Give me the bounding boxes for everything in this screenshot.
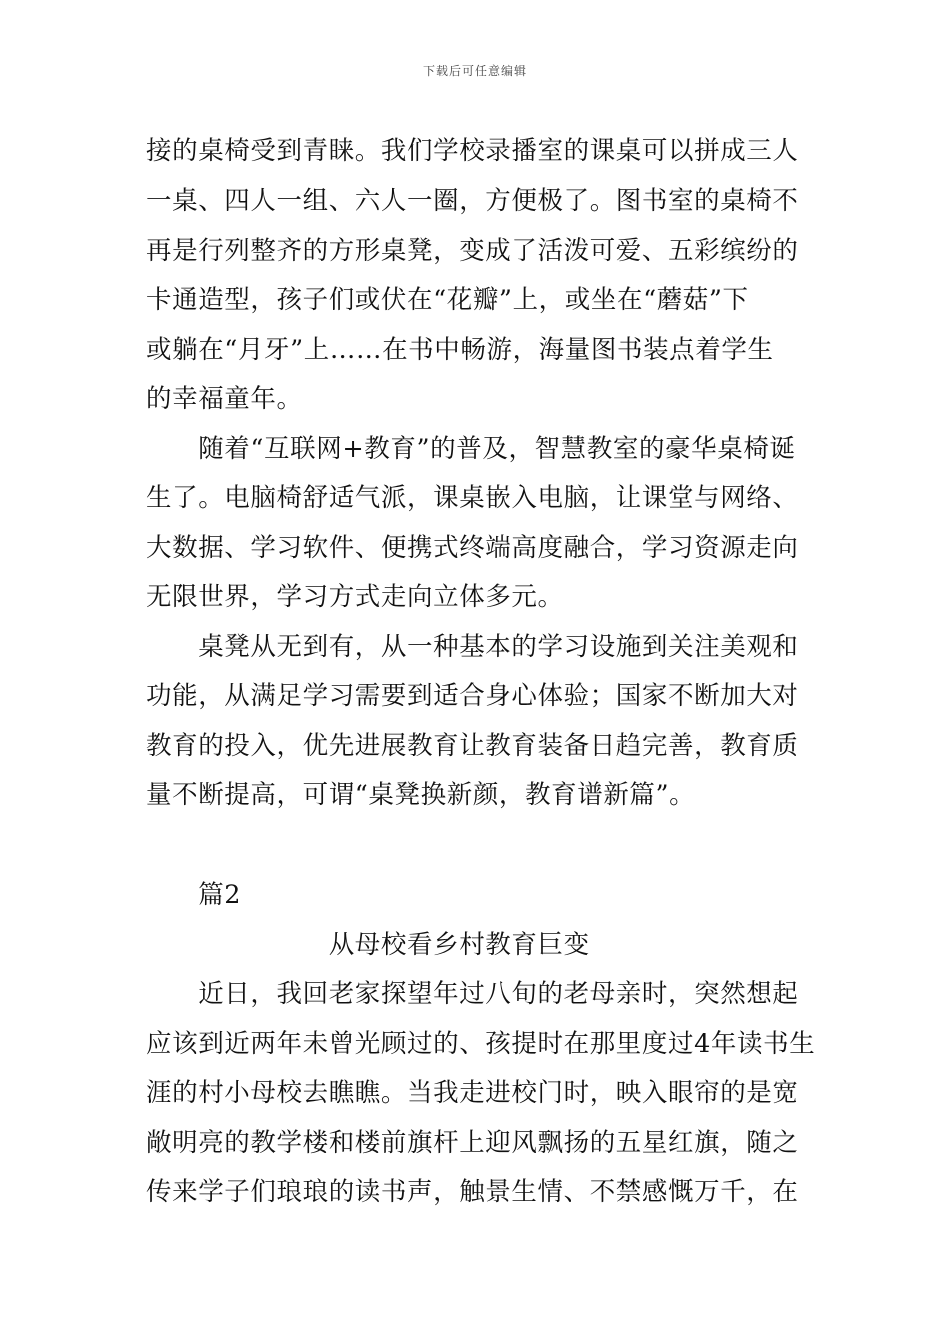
text-line: 接的桌椅受到青睐。我们学校录播室的课桌可以拼成三人 [146,136,799,166]
text-line: 功能，从满足学习需要到适合身心体验；国家不断加大对 [146,681,799,711]
text-line: 再是行列整齐的方形桌凳，变成了活泼可爱、五彩缤纷的 [146,236,799,266]
text-line: 量不断提高，可谓“桌凳换新颜，教育谱新篇”。 [146,780,696,810]
text-line: 应该到近两年未曾光顾过的、孩提时在那里度过4年读书生 [146,1029,816,1059]
text-line: 桌凳从无到有，从一种基本的学习设施到关注美观和 [146,632,799,662]
text-line: 的幸福童年。 [146,384,303,414]
section-title: 从母校看乡村教育巨变 [146,930,590,960]
text-line: 生了。电脑椅舒适气派，课桌嵌入电脑，让课堂与网络、 [146,483,799,513]
page-header: 下载后可任意编辑 [422,64,527,78]
text-line: 无限世界，学习方式走向立体多元。 [146,582,564,612]
text-line: 一桌、四人一组、六人一圈，方便极了。图书室的桌椅不 [146,186,799,216]
text-line: 教育的投入，优先进展教育让教育装备日趋完善，教育质 [146,731,799,761]
text-line: 卡通造型，孩子们或伏在“花瓣”上，或坐在“蘑菇”下 [146,285,749,315]
text-line: 随着“互联网+教育”的普及，智慧教室的豪华桌椅诞 [146,434,796,464]
text-line: 敞明亮的教学楼和楼前旗杆上迎风飘扬的五星红旗，随之 [146,1128,799,1158]
text-line: 或躺在“月牙”上……在书中畅游，海量图书装点着学生 [146,335,774,365]
text-line: 涯的村小母校去瞧瞧。当我走进校门时，映入眼帘的是宽 [146,1078,799,1108]
text-line: 大数据、学习软件、便携式终端高度融合，学习资源走向 [146,533,799,563]
text-line: 近日，我回老家探望年过八旬的老母亲时，突然想起 [146,979,799,1009]
text-line: 传来学子们琅琅的读书声，触景生情、不禁感慨万千，在 [146,1177,799,1207]
section-label: 篇2 [146,880,242,910]
